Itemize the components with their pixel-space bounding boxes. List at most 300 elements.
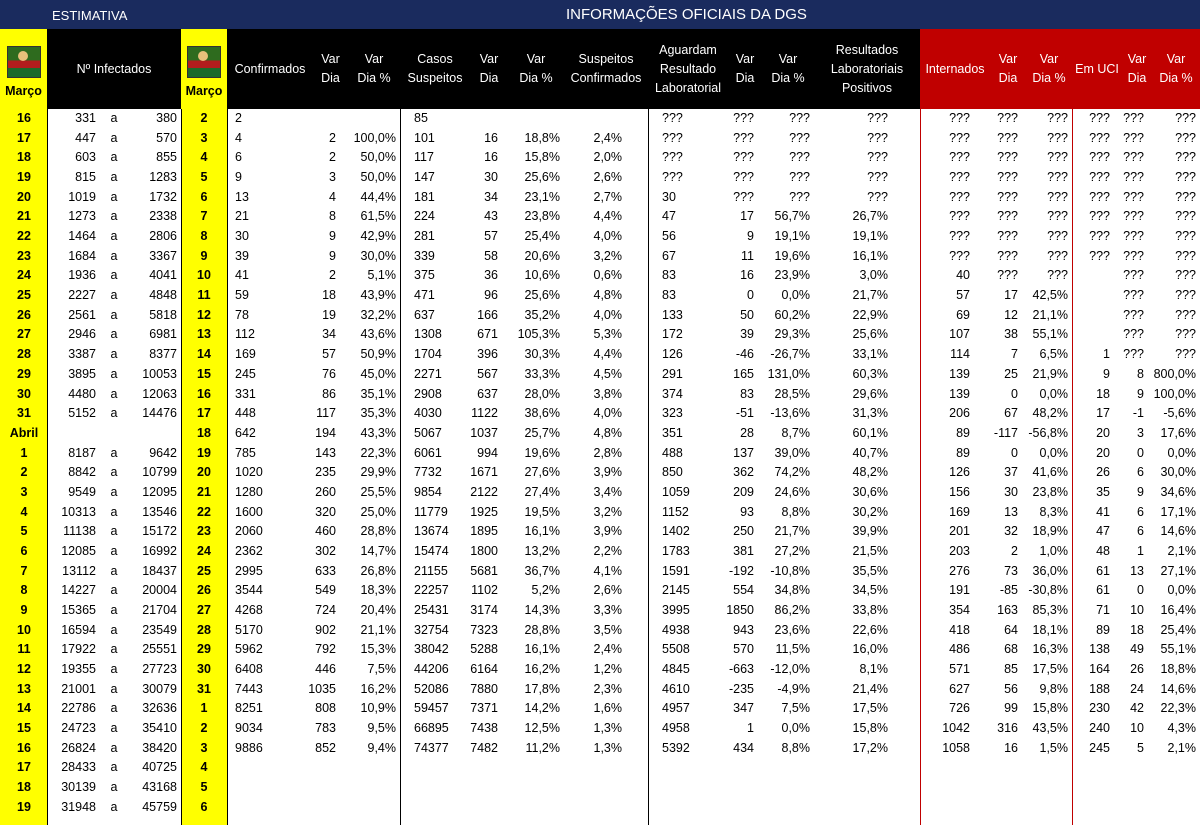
- suspects-var-cell: 5288: [470, 642, 498, 657]
- confirmed-var-pct-cell: 100,0%: [353, 130, 396, 145]
- suspects-var-pct-cell: 25,6%: [524, 170, 560, 185]
- confirmed-var-cell: 34: [322, 327, 336, 342]
- icu-var-pct-cell: 30,0%: [1160, 465, 1196, 480]
- dgs-day-cell: 13: [197, 327, 211, 342]
- susp-confirmed-cell: 2,4%: [593, 642, 622, 657]
- suspects-cell: 66895: [414, 721, 449, 736]
- confirmed-var-cell: 2: [329, 150, 336, 165]
- icu-cell: 240: [1089, 721, 1110, 736]
- dgs-day-cell: 18: [197, 425, 211, 440]
- icu-cell: [1076, 266, 1110, 286]
- suspects-var-pct-cell: 28,8%: [524, 622, 560, 637]
- infected-max-cell: 4041: [149, 268, 177, 283]
- suspects-var-pct-cell: 30,3%: [524, 347, 560, 362]
- icu-var-cell: ???: [1123, 327, 1144, 342]
- icu-cell: [1076, 286, 1110, 306]
- range-separator-cell: a: [110, 484, 118, 499]
- hospitalized-var-pct-cell: 8,3%: [1039, 504, 1068, 519]
- awaiting-var-cell: 165: [733, 366, 754, 381]
- icu-cell: 71: [1096, 603, 1110, 617]
- icu-var-pct-cell: -5,6%: [1163, 406, 1196, 421]
- awaiting-var-pct-cell: 0,0%: [781, 288, 810, 303]
- icu-var-cell: [1114, 758, 1144, 778]
- icu-var-pct-cell: 100,0%: [1153, 386, 1196, 401]
- suspects-cell: 25431: [414, 603, 449, 617]
- icu-cell: 61: [1096, 563, 1110, 578]
- lab-positive-cell: 22,6%: [852, 622, 888, 637]
- icu-var-cell: ???: [1123, 150, 1144, 165]
- infected-min-cell: 22786: [61, 701, 96, 716]
- infected-max-cell: 10053: [142, 366, 177, 381]
- icu-var-pct-cell: 2,1%: [1167, 543, 1196, 558]
- hospitalized-var-pct-cell: 1,0%: [1039, 543, 1068, 558]
- suspects-var-pct-cell: 18,8%: [524, 130, 560, 145]
- susp-confirmed-cell: 4,4%: [593, 347, 622, 362]
- dgs-day-cell: 2: [200, 721, 208, 736]
- range-separator-cell: a: [110, 130, 118, 145]
- header-month-b: Março: [181, 29, 227, 109]
- icu-var-pct-cell: 17,6%: [1160, 425, 1196, 440]
- day-cell: 23: [17, 248, 31, 263]
- hospitalized-cell: 156: [949, 484, 970, 499]
- confirmed-cell: 785: [235, 445, 256, 460]
- header-susp-confirmed: Suspeitos Confirmados: [564, 29, 648, 109]
- hospitalized-cell: 206: [949, 406, 970, 421]
- confirmed-var-pct-cell: 43,6%: [360, 327, 396, 342]
- dgs-day-cell: 5: [200, 780, 208, 795]
- suspects-var-pct-cell: 15,8%: [524, 150, 560, 165]
- hospitalized-cell: ???: [949, 189, 970, 204]
- dgs-day-cell: 1: [200, 701, 208, 716]
- suspects-var-cell: 1122: [471, 406, 498, 421]
- header-var-pct: Var Dia %: [348, 29, 400, 109]
- confirmed-var-cell: 18: [322, 288, 336, 303]
- confirmed-var-cell: 852: [315, 740, 336, 755]
- infected-min-cell: 26824: [61, 740, 96, 755]
- icu-var-pct-cell: 0,0%: [1167, 445, 1196, 460]
- infected-min-cell: 21001: [61, 681, 96, 696]
- confirmed-var-pct-cell: 15,3%: [360, 642, 396, 657]
- confirmed-cell: 448: [235, 406, 256, 421]
- susp-confirmed-cell: 3,5%: [593, 622, 622, 637]
- awaiting-cell: 172: [662, 327, 683, 342]
- suspects-cell: 281: [414, 229, 435, 244]
- infected-min-cell: 815: [75, 170, 96, 185]
- table-row: [0, 109, 1200, 129]
- dgs-day-cell: 8: [200, 229, 208, 244]
- infected-max-cell: 855: [156, 150, 177, 165]
- awaiting-var-cell: ???: [733, 189, 754, 204]
- infected-max-cell: 8377: [149, 347, 177, 362]
- icu-var-cell: 0: [1137, 445, 1144, 460]
- infected-min-cell: 3895: [68, 366, 96, 381]
- confirmed-var-pct-cell: 50,0%: [360, 150, 396, 165]
- day-cell: 31: [17, 406, 31, 421]
- infected-min-cell: [50, 424, 96, 444]
- awaiting-cell: 47: [662, 209, 676, 224]
- suspects-var-cell: 7482: [470, 740, 498, 755]
- awaiting-var-pct-cell: 11,5%: [775, 642, 810, 657]
- icu-cell: 41: [1096, 504, 1110, 519]
- table-row: [0, 286, 1200, 306]
- infected-max-cell: 5818: [149, 307, 177, 322]
- lab-positive-cell: 35,5%: [852, 563, 888, 578]
- suspects-cell: 375: [414, 268, 435, 283]
- confirmed-var-pct-cell: 43,9%: [360, 288, 396, 303]
- suspects-cell: 15474: [414, 543, 449, 558]
- hospitalized-var-pct-cell: ???: [1047, 248, 1068, 263]
- hospitalized-var-cell: ???: [997, 189, 1018, 204]
- hospitalized-var-cell: 64: [1004, 622, 1018, 637]
- hospitalized-var-cell: 316: [997, 721, 1018, 736]
- infected-max-cell: 43168: [142, 780, 177, 795]
- infected-max-cell: 12095: [142, 484, 177, 499]
- day-cell: 6: [20, 543, 28, 558]
- hospitalized-var-cell: 73: [1004, 563, 1018, 578]
- suspects-cell: 11779: [414, 504, 448, 519]
- icu-cell: 188: [1089, 681, 1110, 696]
- icu-var-cell: ???: [1123, 229, 1144, 244]
- dgs-day-cell: 17: [197, 406, 211, 421]
- confirmed-cell: 78: [235, 307, 249, 322]
- lab-positive-cell: [830, 778, 888, 798]
- day-cell: 3: [20, 484, 28, 499]
- awaiting-cell: 5392: [662, 740, 690, 755]
- hospitalized-var-pct-cell: 16,3%: [1032, 642, 1068, 657]
- suspects-var-cell: 96: [484, 288, 498, 303]
- infected-max-cell: 23549: [142, 622, 177, 637]
- suspects-var-pct-cell: 28,0%: [524, 386, 560, 401]
- title-bar: [0, 0, 1200, 29]
- awaiting-cell: 1402: [662, 524, 690, 539]
- range-separator-cell: a: [110, 543, 118, 558]
- icu-var-cell: [1114, 778, 1144, 798]
- awaiting-var-pct-cell: 28,5%: [774, 386, 810, 401]
- icu-var-cell: 6: [1137, 465, 1144, 480]
- infected-min-cell: 11138: [63, 524, 96, 539]
- table-row: [0, 581, 1200, 601]
- icu-cell: 61: [1096, 583, 1110, 598]
- table-row: [0, 444, 1200, 464]
- day-cell: 18: [17, 150, 31, 165]
- icu-var-pct-cell: 22,3%: [1160, 701, 1196, 716]
- confirmed-var-cell: [300, 798, 336, 818]
- day-cell: 27: [17, 327, 31, 342]
- hospitalized-cell: 40: [956, 268, 970, 283]
- range-separator-cell: a: [110, 307, 118, 322]
- lab-positive-cell: 22,9%: [852, 307, 888, 322]
- icu-cell: 9: [1103, 366, 1110, 381]
- awaiting-var-cell: 9: [747, 229, 754, 244]
- suspects-cell: 9854: [414, 484, 442, 499]
- hospitalized-var-cell: 68: [1004, 642, 1018, 657]
- hospitalized-var-cell: 99: [1004, 701, 1018, 716]
- hospitalized-var-cell: ???: [997, 209, 1018, 224]
- confirmed-var-pct-cell: 18,3%: [360, 583, 396, 598]
- header-var-pct: Var Dia %: [1026, 29, 1072, 109]
- dgs-day-cell: 10: [197, 268, 211, 283]
- icu-var-cell: 0: [1137, 583, 1144, 598]
- day-cell: 24: [17, 268, 31, 283]
- susp-confirmed-cell: 2,0%: [593, 150, 622, 165]
- suspects-var-pct-cell: 20,6%: [524, 248, 560, 263]
- hospitalized-cell: 139: [949, 386, 970, 401]
- hospitalized-cell: 139: [949, 366, 970, 381]
- day-cell: 26: [17, 307, 31, 322]
- suspects-var-pct-cell: 13,2%: [524, 543, 560, 558]
- day-cell: 11: [17, 642, 31, 657]
- infected-max-cell: 38420: [142, 740, 177, 755]
- susp-confirmed-cell: 4,0%: [593, 307, 622, 322]
- confirmed-cell: 2: [235, 111, 242, 125]
- suspects-cell: 21155: [414, 563, 448, 578]
- hospitalized-cell: 191: [949, 583, 970, 598]
- confirmed-var-pct-cell: 30,0%: [360, 248, 396, 263]
- icu-var-pct-cell: ???: [1175, 268, 1196, 283]
- confirmed-var-pct-cell: 50,9%: [360, 347, 396, 362]
- confirmed-var-cell: 902: [315, 622, 336, 637]
- suspects-var-pct-cell: [500, 798, 560, 818]
- icu-var-pct-cell: [1148, 778, 1196, 798]
- lab-positive-cell: 30,2%: [852, 504, 888, 519]
- awaiting-var-cell: ???: [733, 111, 754, 125]
- confirmed-var-pct-cell: [340, 109, 396, 129]
- suspects-var-pct-cell: 5,2%: [531, 583, 560, 598]
- range-separator-cell: a: [110, 799, 118, 814]
- dgs-day-cell: 31: [197, 681, 211, 696]
- confirmed-var-pct-cell: 10,9%: [360, 701, 396, 716]
- icu-cell: 17: [1096, 406, 1110, 421]
- icu-var-pct-cell: ???: [1175, 229, 1196, 244]
- suspects-var-cell: 671: [477, 327, 498, 342]
- awaiting-var-cell: 11: [741, 248, 754, 263]
- awaiting-cell: 126: [662, 347, 683, 362]
- infected-min-cell: 17922: [61, 642, 96, 657]
- hospitalized-cell: 114: [950, 347, 970, 362]
- susp-confirmed-cell: 2,6%: [593, 583, 622, 598]
- confirmed-cell: 1020: [235, 465, 263, 480]
- range-separator-cell: a: [110, 445, 118, 460]
- suspects-var-cell: 1671: [470, 465, 498, 480]
- table-row: [0, 129, 1200, 149]
- awaiting-cell: 488: [662, 445, 683, 460]
- table-row: [0, 680, 1200, 700]
- header-var-pct: Var Dia %: [508, 29, 564, 109]
- awaiting-cell: 4610: [662, 681, 690, 696]
- icu-var-cell: 10: [1130, 721, 1144, 736]
- football-flag-icon: [187, 46, 221, 78]
- table-row: [0, 385, 1200, 405]
- hospitalized-var-pct-cell: 85,3%: [1032, 603, 1068, 617]
- infected-max-cell: [125, 424, 177, 444]
- hospitalized-var-pct-cell: -56,8%: [1028, 425, 1068, 440]
- hospitalized-var-cell: 25: [1004, 366, 1018, 381]
- icu-var-cell: ???: [1123, 111, 1144, 125]
- awaiting-cell: 323: [662, 406, 683, 421]
- hospitalized-var-cell: ???: [997, 130, 1018, 145]
- icu-cell: ???: [1089, 130, 1110, 145]
- infected-min-cell: 8187: [68, 445, 96, 460]
- icu-var-cell: 18: [1130, 622, 1144, 637]
- lab-positive-cell: 21,4%: [852, 681, 888, 696]
- table-row: [0, 266, 1200, 286]
- icu-var-cell: 1: [1137, 543, 1144, 558]
- confirmed-var-pct-cell: 9,4%: [367, 740, 396, 755]
- awaiting-var-cell: ???: [733, 150, 754, 165]
- awaiting-var-cell: 250: [733, 524, 754, 539]
- suspects-var-cell: 7323: [470, 622, 498, 637]
- icu-cell: ???: [1089, 170, 1110, 185]
- susp-confirmed-cell: 3,9%: [593, 524, 622, 539]
- confirmed-var-pct-cell: 61,5%: [360, 209, 396, 224]
- confirmed-cell: 21: [235, 209, 249, 224]
- day-cell: 9: [20, 603, 28, 617]
- hospitalized-var-cell: 37: [1004, 465, 1018, 480]
- awaiting-cell: 1591: [662, 563, 690, 578]
- hospitalized-var-cell: 56: [1004, 681, 1018, 696]
- awaiting-cell: [662, 778, 702, 798]
- awaiting-var-pct-cell: 60,2%: [774, 307, 810, 322]
- dgs-day-cell: 20: [197, 465, 211, 480]
- susp-confirmed-cell: 2,4%: [593, 130, 622, 145]
- infected-max-cell: 1283: [149, 170, 177, 185]
- icu-var-cell: -1: [1132, 406, 1144, 421]
- confirmed-var-cell: 9: [329, 248, 336, 263]
- table-row: [0, 345, 1200, 365]
- suspects-cell: 85: [414, 111, 428, 125]
- lab-positive-cell: 48,2%: [852, 465, 888, 480]
- icu-cell: ???: [1089, 209, 1110, 224]
- range-separator-cell: a: [110, 347, 118, 362]
- confirmed-var-pct-cell: 14,7%: [360, 543, 396, 558]
- lab-positive-cell: 33,1%: [852, 347, 888, 362]
- confirmed-var-cell: 446: [315, 662, 336, 677]
- lab-positive-cell: 15,8%: [852, 721, 888, 736]
- confirmed-var-cell: 260: [315, 484, 336, 499]
- hospitalized-var-pct-cell: ???: [1047, 150, 1068, 165]
- range-separator-cell: a: [110, 229, 118, 244]
- awaiting-var-cell: [718, 778, 754, 798]
- hospitalized-var-cell: 7: [1011, 347, 1018, 362]
- awaiting-var-pct-cell: ???: [789, 111, 810, 125]
- hospitalized-cell: 57: [956, 288, 970, 303]
- confirmed-cell: 9886: [235, 740, 263, 755]
- icu-var-cell: 3: [1137, 425, 1144, 440]
- confirmed-var-pct-cell: 26,8%: [360, 563, 396, 578]
- awaiting-var-pct-cell: 8,8%: [781, 740, 810, 755]
- suspects-var-pct-cell: 19,5%: [524, 504, 560, 519]
- range-separator-cell: a: [110, 504, 118, 519]
- awaiting-var-cell: [718, 758, 754, 778]
- hospitalized-cell: ???: [949, 111, 970, 125]
- suspects-var-cell: 2122: [470, 484, 498, 499]
- football-flag-icon: [7, 46, 41, 78]
- confirmed-cell: 2060: [235, 524, 263, 539]
- susp-confirmed-cell: 4,5%: [593, 366, 622, 381]
- day-cell: 14: [17, 701, 31, 716]
- range-separator-cell: a: [110, 150, 118, 165]
- awaiting-var-pct-cell: 23,9%: [774, 268, 810, 283]
- awaiting-cell: 291: [662, 366, 683, 381]
- confirmed-cell: 169: [235, 347, 256, 362]
- icu-cell: ???: [1089, 248, 1110, 263]
- suspects-var-pct-cell: 36,7%: [524, 563, 560, 578]
- hospitalized-var-cell: ???: [997, 111, 1018, 125]
- confirmed-var-cell: 783: [315, 721, 336, 736]
- confirmed-cell: 7443: [235, 681, 263, 696]
- hospitalized-var-pct-cell: 18,1%: [1032, 622, 1068, 637]
- dgs-day-cell: 25: [197, 563, 211, 578]
- suspects-var-cell: 1102: [471, 583, 498, 598]
- confirmed-cell: 13: [235, 189, 249, 204]
- infected-max-cell: 3367: [149, 248, 177, 263]
- lab-positive-cell: 21,7%: [852, 288, 888, 303]
- awaiting-cell: 30: [662, 189, 676, 204]
- dgs-day-cell: 14: [197, 347, 211, 362]
- hospitalized-var-pct-cell: [1022, 778, 1068, 798]
- infected-min-cell: 1936: [68, 268, 96, 283]
- table-row: [0, 719, 1200, 739]
- confirmed-var-pct-cell: 35,3%: [360, 406, 396, 421]
- confirmed-var-cell: 117: [316, 406, 336, 421]
- awaiting-cell: 351: [662, 425, 683, 440]
- infected-min-cell: 14227: [61, 583, 96, 598]
- day-cell: 19: [17, 799, 31, 814]
- hospitalized-cell: 107: [949, 327, 970, 342]
- susp-confirmed-cell: 3,4%: [593, 484, 622, 499]
- table-row: [0, 207, 1200, 227]
- table-row: [0, 463, 1200, 483]
- susp-confirmed-cell: 1,2%: [593, 662, 622, 677]
- suspects-var-pct-cell: 16,1%: [524, 524, 560, 539]
- hospitalized-cell: ???: [949, 209, 970, 224]
- confirmed-cell: 112: [235, 327, 255, 342]
- confirmed-var-cell: 2: [329, 130, 336, 145]
- suspects-var-cell: 3174: [470, 603, 498, 617]
- awaiting-var-cell: 0: [747, 288, 754, 303]
- table-row: [0, 640, 1200, 660]
- dgs-day-cell: 28: [197, 622, 211, 637]
- dgs-banner: INFORMAÇÕES OFICIAIS DA DGS: [566, 6, 807, 23]
- infected-max-cell: 14476: [142, 406, 177, 421]
- suspects-var-cell: [458, 798, 498, 818]
- suspects-cell: 44206: [414, 662, 449, 677]
- suspects-cell: 52086: [414, 681, 449, 696]
- header-hospitalized: Internados: [920, 29, 990, 109]
- hospitalized-cell: ???: [949, 248, 970, 263]
- hospitalized-var-cell: 30: [1004, 484, 1018, 499]
- hospitalized-var-pct-cell: [1022, 798, 1068, 818]
- icu-var-cell: ???: [1123, 130, 1144, 145]
- suspects-var-pct-cell: 11,2%: [525, 740, 560, 755]
- susp-confirmed-cell: 4,8%: [593, 425, 622, 440]
- dgs-day-cell: 5: [200, 170, 208, 185]
- icu-var-cell: ???: [1123, 189, 1144, 204]
- hospitalized-cell: [926, 798, 970, 818]
- hospitalized-var-cell: 17: [1004, 288, 1018, 303]
- day-cell: 5: [20, 524, 28, 539]
- icu-var-cell: 5: [1137, 740, 1144, 755]
- confirmed-cell: 30: [235, 229, 249, 244]
- dgs-day-cell: 9: [200, 248, 208, 263]
- hospitalized-cell: 354: [949, 603, 970, 617]
- lab-positive-cell: 17,5%: [852, 701, 888, 716]
- confirmed-cell: 8251: [235, 701, 263, 716]
- awaiting-cell: 133: [662, 307, 683, 322]
- awaiting-var-cell: 28: [740, 425, 754, 440]
- awaiting-var-pct-cell: 8,8%: [781, 504, 810, 519]
- lab-positive-cell: 16,0%: [852, 642, 888, 657]
